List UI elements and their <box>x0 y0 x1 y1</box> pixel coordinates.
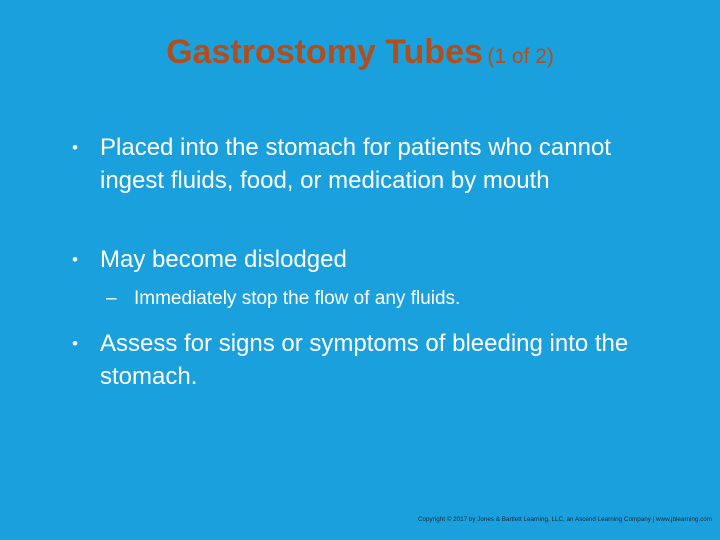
bullet-icon: • <box>72 138 78 157</box>
bullet-icon: • <box>72 334 78 353</box>
bullet-text: May become dislodged <box>100 246 347 273</box>
copyright-footer: Copyright © 2017 by Jones & Bartlett Learning, LLC, an Ascend Learning Company | www.jblearning.com <box>418 516 712 523</box>
bullet-item <box>72 243 640 276</box>
bullet-item <box>72 327 640 393</box>
slide-title-main: Gastrostomy Tubes <box>166 33 483 71</box>
bullet-text: Placed into the stomach for patients who cannot ingest fluids, food, or medication by mouth <box>100 134 611 194</box>
sub-bullet-text: Immediately stop the flow of any fluids. <box>134 288 461 309</box>
bullet-item <box>72 131 640 197</box>
dash-icon: – <box>106 288 117 309</box>
slide-title-sub: (1 of 2) <box>487 45 554 68</box>
bullet-icon: • <box>72 250 78 269</box>
bullet-text: Assess for signs or symptoms of bleeding into the stomach. <box>100 330 629 390</box>
sub-bullet-item <box>106 286 634 312</box>
